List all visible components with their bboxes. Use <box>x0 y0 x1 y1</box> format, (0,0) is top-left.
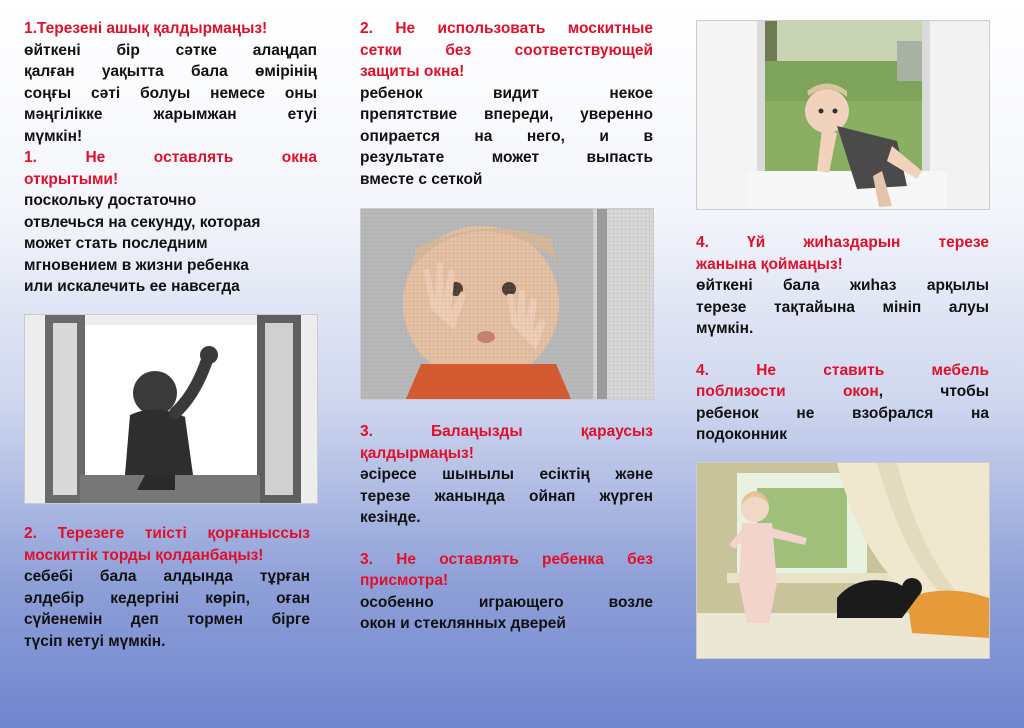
kz-rule-1-line: соңғы сәті болуы немесе оны <box>24 84 317 102</box>
ru-rule-1-line: мгновением в жизни ребенка <box>24 256 249 274</box>
kz-rule-2-line: түсіп кетуі мүмкін. <box>24 632 166 650</box>
kz-rule-1-line: қалған уақытта бала өмірінің <box>24 63 317 80</box>
kz-rule-1-line: өйткені бір сәтке алаңдап <box>24 41 317 59</box>
child-at-window-silhouette-photo <box>24 314 318 504</box>
ru-rule-4-line: ребенок не взобрался на <box>696 404 989 422</box>
ru-rule-2-line: ребенок видит некое <box>360 84 653 102</box>
kz-rule-3-line: әсіресе шынылы есіктің және <box>360 466 653 483</box>
ru-rule-3-line: особенно играющего возле <box>360 593 653 611</box>
ru-rule-3-line: окон и стеклянных дверей <box>360 615 566 632</box>
kz-rule-1-line: мәңгілікке жарымжан етуі <box>24 106 317 123</box>
column-1 <box>24 18 317 298</box>
ru-rule-2-title: 2. Не использовать москитные <box>360 20 653 37</box>
ru-rule-2-title: защиты окна! <box>360 63 465 80</box>
kz-rule-1 <box>24 18 317 147</box>
kz-rule-2-line: себебі бала алдында тұрған <box>24 568 310 585</box>
ru-rule-1 <box>24 147 317 298</box>
ru-rule-4-title: 4. Не ставить мебель <box>696 361 989 379</box>
ru-rule-3-title: присмотра! <box>360 572 449 589</box>
kz-rule-2-title: 2. Терезеге тиісті қорғаныссыз <box>24 525 310 542</box>
ru-rule-1-line: или искалечить ее навсегда <box>24 278 240 295</box>
ru-rule-1-title: открытыми! <box>24 170 119 188</box>
kz-rule-3-line: кезінде. <box>360 509 421 526</box>
ru-rule-2-line: опирается на него, и в <box>360 127 653 145</box>
kz-rule-4-line: өйткені бала жиһаз арқылы <box>696 277 989 294</box>
kz-rule-2-title: москиттік торды қолданбаңыз! <box>24 546 264 564</box>
kz-rule-4-title: жанына қоймаңыз! <box>696 255 843 273</box>
kz-rule-4-line: мүмкін. <box>696 320 754 337</box>
child-climbing-window-photo <box>696 20 990 210</box>
ru-rule-2-line: результате может выпасть <box>360 149 653 166</box>
kz-rule-3 <box>360 421 653 635</box>
ru-rule-2-title: сетки без соответствующей <box>360 41 653 59</box>
ru-rule-1-line: поскольку достаточно <box>24 192 197 209</box>
ru-rule-4-title-part: поблизости окон <box>696 383 879 400</box>
kz-rule-4-title: 4. Үй жиһаздарын терезе <box>696 234 989 251</box>
ru-rule-3-title: 3. Не оставлять ребенка без <box>360 550 653 568</box>
toddler-at-window-with-cat-photo <box>696 462 990 659</box>
kz-rule-3-title: қалдырмаңыз! <box>360 444 474 462</box>
ru-rule-1-line: отвлечься на секунду, которая <box>24 213 261 231</box>
ru-rule-2 <box>360 18 653 190</box>
ru-rule-2-line: препятствие впереди, уверенно <box>360 106 653 123</box>
kz-rule-1-line: мүмкін! <box>24 127 83 145</box>
child-behind-mosquito-net-photo <box>360 208 654 400</box>
kz-rule-1-title: 1.Терезені ашық қалдырмаңыз! <box>24 20 268 37</box>
kz-rule-3-title: 3. Балаңызды қараусыз <box>360 423 653 440</box>
kz-rule-2-line: сүйенемін деп тормен бірге <box>24 611 310 628</box>
kz-rule-3-line: терезе жанында ойнап жүрген <box>360 487 653 505</box>
ru-rule-1-line: может стать последним <box>24 235 208 252</box>
kz-rule-2 <box>24 523 310 652</box>
kz-rule-2-line: әлдебір кедергіні көріп, оған <box>24 589 310 607</box>
ru-rule-4-line <box>696 381 989 403</box>
ru-rule-4-title-rest: , чтобы <box>878 383 989 400</box>
ru-rule-1-title: 1. Не оставлять окна <box>24 149 317 166</box>
ru-rule-4-line: подоконник <box>696 426 787 443</box>
kz-rule-4 <box>696 232 989 446</box>
kz-rule-4-line: терезе тақтайына мініп алуы <box>696 298 989 316</box>
ru-rule-2-line: вместе с сеткой <box>360 170 483 188</box>
